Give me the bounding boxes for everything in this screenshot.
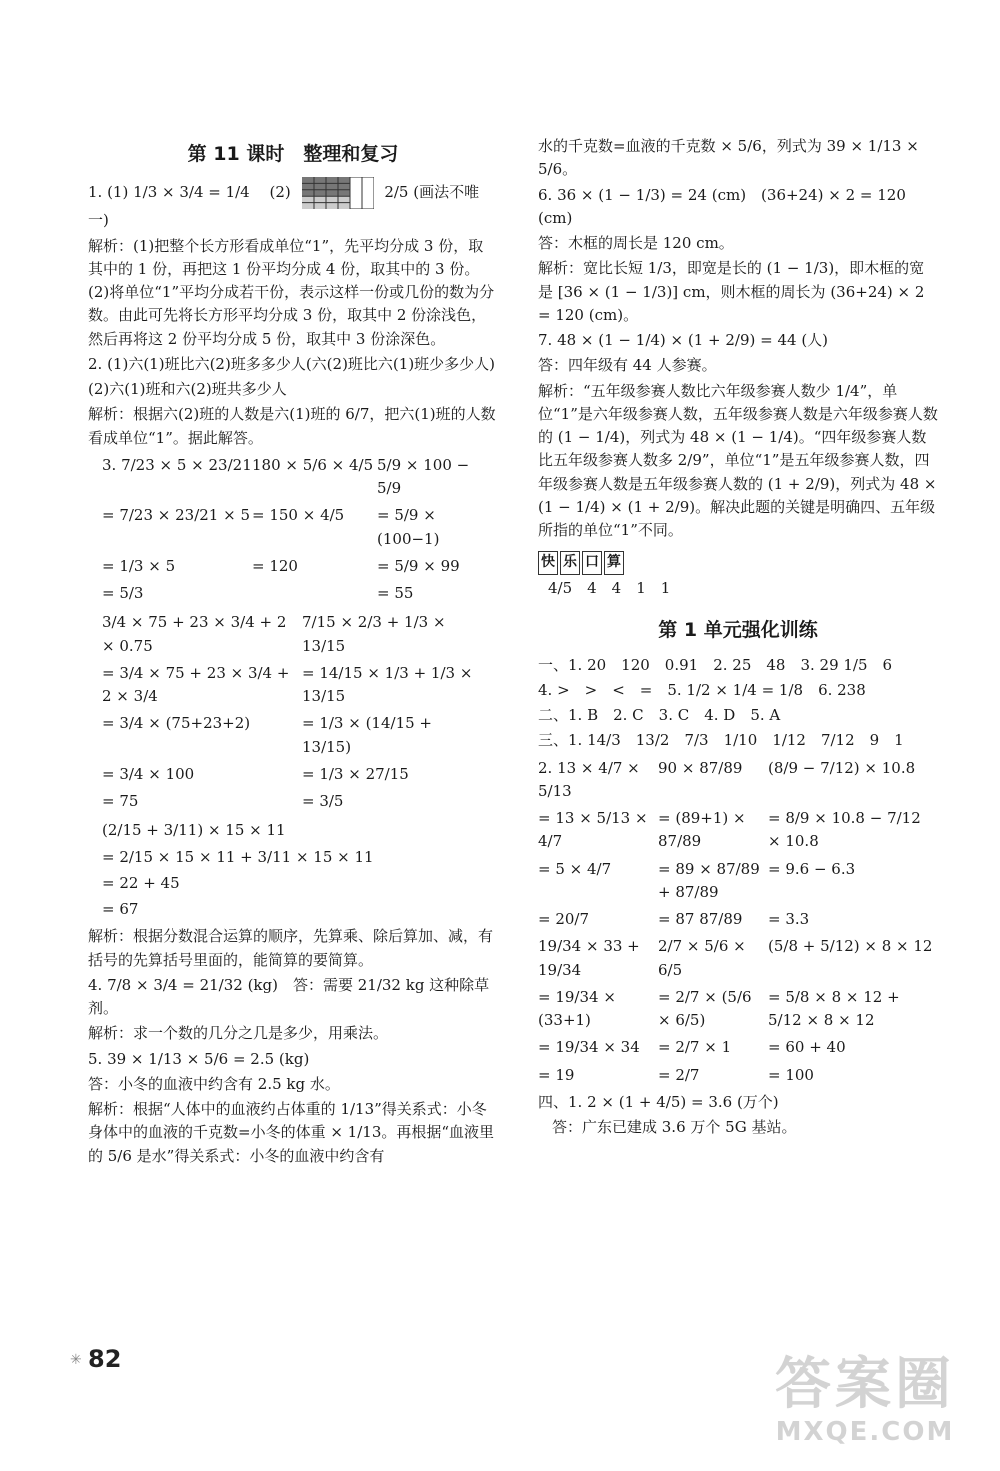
q4-answer: 4. 7/8 × 3/4 = 21/32 (kg) 答：需要 21/32 kg 这种除草剂。	[88, 975, 490, 1018]
unit-step2-4: = 2/7 × (5/6 × 6/5)	[658, 987, 752, 1030]
unit-calculations-1	[538, 757, 938, 932]
q3-step2-0: 3/4 × 75 + 23 × 3/4 + 2 × 0.75	[102, 613, 287, 655]
unit-step-11: = 3.3	[768, 910, 810, 929]
unit-step-5: = 8/9 × 10.8 − 7/12 × 10.8	[768, 809, 921, 851]
q5-reply: 答：小冬的血液中约含有 2.5 kg 水。	[88, 1074, 340, 1093]
q6-reply: 答：木框的周长是 120 cm。	[538, 234, 734, 252]
mental-math-box-4: 算	[604, 551, 624, 575]
unit-step2-8: = 60 + 40	[768, 1038, 846, 1057]
left-column	[88, 140, 498, 1170]
q3-step-10	[252, 582, 377, 605]
q3-explanation: 解析：根据分数混合运算的顺序，先算乘、除后算加、减，有括号的先算括号里面的，能简算的要简算。	[88, 927, 494, 969]
q3-step-4: = 150 × 4/5	[252, 506, 345, 525]
unit-step-0: 2. 13 × 4/7 × 5/13	[538, 758, 640, 800]
q3-step-7: = 120	[252, 556, 298, 575]
q2-answer-a: 2. (1)六(1)班比六(2)班多多少人(六(2)班比六(1)班少多少人)	[88, 354, 496, 373]
shaded-rectangle-diagram	[302, 177, 374, 209]
q3-step-3: = 7/23 × 23/21 × 5	[102, 506, 251, 525]
mental-math-box-2: 乐	[560, 551, 580, 575]
unit-step-9: = 20/7	[538, 910, 590, 929]
q3-step2-7: = 1/3 × 27/15	[302, 764, 409, 783]
mental-math-header	[538, 550, 938, 575]
unit-step2-6: = 19/34 × 34	[538, 1038, 640, 1057]
q7-explanation: 解析：“五年级参赛人数比六年级参赛人数少 1/4”，单位“1”是六年级参赛人数，五年级参赛人数是六年级参赛人数的 (1 − 1/4)，列式为 48 × (1 − 1/4)。“四年级参赛人数比五年级参赛人数多 2/9”，单位“1”是五年级参赛人数，四年级参赛人数是五年级参赛人数的 (1 + 2/9)，列式为 48 × (1 − 1/4) × (1 + 2/9)。解决此题的关键是明确四、五年级所指的单位“1”不同。	[538, 381, 938, 539]
unit-step-3: = 13 × 5/13 × 4/7	[538, 809, 648, 851]
q3-step2-1: 7/15 × 2/3 + 1/3 × 13/15	[302, 613, 446, 655]
q2-explanation: 解析：根据六(2)班的人数是六(1)班的 6/7，把六(1)班的人数看成单位“1”。据此解答。	[88, 405, 496, 447]
unit-step2-3: = 19/34 × (33+1)	[538, 987, 616, 1030]
q1-explanation: 解析：(1)把整个长方形看成单位“1”，先平均分成 3 份，取其中的 1 份，再把这 1 份平均分成 4 份，取其中的 3 份。(2)将单位“1”平均分成若干份，表示这样一份或几份的数为分数。由此可先将长方形平均分成 3 份，取其中 2 份涂浅色，然后再将这 2 份平均分成 5 份，取其中 3 份涂深色。	[88, 236, 495, 348]
unit-step2-10: = 2/7	[658, 1065, 700, 1084]
q3-step3-1: = 2/15 × 15 × 11 + 3/11 × 15 × 11	[102, 847, 374, 866]
unit-step2-9: = 19	[538, 1065, 575, 1084]
q3-step-1: 180 × 5/6 × 4/5	[252, 455, 374, 474]
q2-answer-b: (2)六(1)班和六(2)班共多少人	[88, 380, 287, 399]
q5-continued: 水的千克数=血液的千克数 × 5/6，列式为 39 × 1/13 × 5/6。	[538, 137, 919, 179]
watermark-logo: 答案圈 MXQE.COM	[775, 1352, 955, 1447]
q3-step3-2: = 22 + 45	[102, 873, 180, 892]
unit-part1-line2: 4. > > < = 5. 1/2 × 1/4 = 1/8 6. 238	[538, 680, 866, 699]
q5-explanation: 解析：根据“人体中的血液约占体重的 1/13”得关系式：小冬身体中的血液的千克数=小冬的体重 × 1/13。再根据“血液里的 5/6 是水”得关系式：小冬的血液中约含有	[88, 1100, 495, 1165]
unit-step-7: = 89 × 87/89 + 87/89	[658, 859, 760, 901]
lesson-title: 第 11 课时 整理和复习	[187, 143, 399, 165]
q3-calculations-1	[102, 454, 498, 606]
unit-step2-11: = 100	[768, 1065, 814, 1084]
right-column	[538, 133, 938, 1141]
page-number: 82	[88, 1345, 122, 1373]
q1-answer: 1. (1) 1/3 × 3/4 = 1/4 (2) 2/5 (画法不唯一)	[88, 177, 498, 232]
unit-part2: 二、1. B 2. C 3. C 4. D 5. A	[538, 706, 781, 725]
unit-title: 第 1 单元强化训练	[658, 619, 818, 642]
q3-step2-5: = 1/3 × (14/15 + 13/15)	[302, 714, 432, 756]
mental-math-box-3: 口	[582, 551, 602, 575]
unit-step-4: = (89+1) × 87/89	[658, 809, 746, 851]
q3-step2-2: = 3/4 × 75 + 23 × 3/4 + 2 × 3/4	[102, 663, 290, 706]
unit-step-10: = 87 87/89	[658, 910, 743, 929]
q7-reply: 答：四年级有 44 人参赛。	[538, 356, 717, 375]
unit-part4: 四、1. 2 × (1 + 4/5) = 3.6 (万个)	[538, 1092, 779, 1111]
q3-step2-9: = 3/5	[302, 792, 344, 811]
q6-explanation: 解析：宽比长短 1/3，即宽是长的 (1 − 1/3)，即木框的宽是 [36 × (1 − 1/3)] cm，则木框的周长为 (36+24) × 2 = 120 (cm)。	[538, 259, 925, 324]
q3-step-8: = 5/9 × 99	[377, 556, 460, 575]
star-icon: ✳	[70, 1352, 82, 1368]
q3-step-2: 5/9 × 100 − 5/9	[377, 455, 470, 498]
q3-step2-3: = 14/15 × 1/3 + 1/3 × 13/15	[302, 663, 473, 706]
q3-step-5: = 5/9 × (100−1)	[377, 506, 440, 548]
q3-step3-3: = 67	[102, 900, 139, 919]
unit-step-8: = 9.6 − 6.3	[768, 859, 856, 878]
mental-math-box-1: 快	[538, 551, 558, 575]
q3-step2-8: = 75	[102, 792, 139, 811]
q3-step-9: = 5/3	[102, 584, 144, 603]
unit-step2-2: (5/8 + 5/12) × 8 × 12	[768, 937, 933, 956]
q3-step-0: 3. 7/23 × 5 × 23/21	[102, 455, 252, 474]
unit-part4-reply: 答：广东已建成 3.6 万个 5G 基站。	[552, 1118, 797, 1137]
unit-step-6: = 5 × 4/7	[538, 859, 612, 878]
q3-step3-0: (2/15 + 3/11) × 15 × 11	[102, 821, 286, 840]
unit-step2-1: 2/7 × 5/6 × 6/5	[658, 937, 746, 979]
q3-step2-6: = 3/4 × 100	[102, 764, 195, 783]
q3-calculations-2	[102, 611, 498, 813]
q3-step-6: = 1/3 × 5	[102, 556, 176, 575]
q3-step-11: = 55	[377, 584, 414, 603]
q3-step2-4: = 3/4 × (75+23+2)	[102, 714, 251, 733]
q6-answer: 6. 36 × (1 − 1/3) = 24 (cm) (36+24) × 2 = 120 (cm)	[538, 185, 906, 227]
unit-part3: 三、1. 14/3 13/2 7/3 1/10 1/12 7/12 9 1	[538, 731, 904, 750]
unit-step2-0: 19/34 × 33 + 19/34	[538, 937, 640, 979]
unit-part1-line1: 一、1. 20 120 0.91 2. 25 48 3. 29 1/5 6	[538, 655, 893, 674]
unit-step2-5: = 5/8 × 8 × 12 + 5/12 × 8 × 12	[768, 987, 900, 1030]
unit-step2-7: = 2/7 × 1	[658, 1038, 732, 1057]
unit-calculations-2	[538, 935, 938, 1087]
q5-answer: 5. 39 × 1/13 × 5/6 = 2.5 (kg)	[88, 1049, 310, 1068]
q4-explanation: 解析：求一个数的几分之几是多少，用乘法。	[88, 1024, 389, 1043]
q7-answer: 7. 48 × (1 − 1/4) × (1 + 2/9) = 44 (人)	[538, 331, 829, 349]
unit-step-2: (8/9 − 7/12) × 10.8	[768, 758, 916, 777]
q3-calculations-3	[102, 819, 498, 921]
unit-step-1: 90 × 87/89	[658, 758, 743, 777]
mental-math-answers: 4/5 4 4 1 1	[548, 578, 671, 597]
